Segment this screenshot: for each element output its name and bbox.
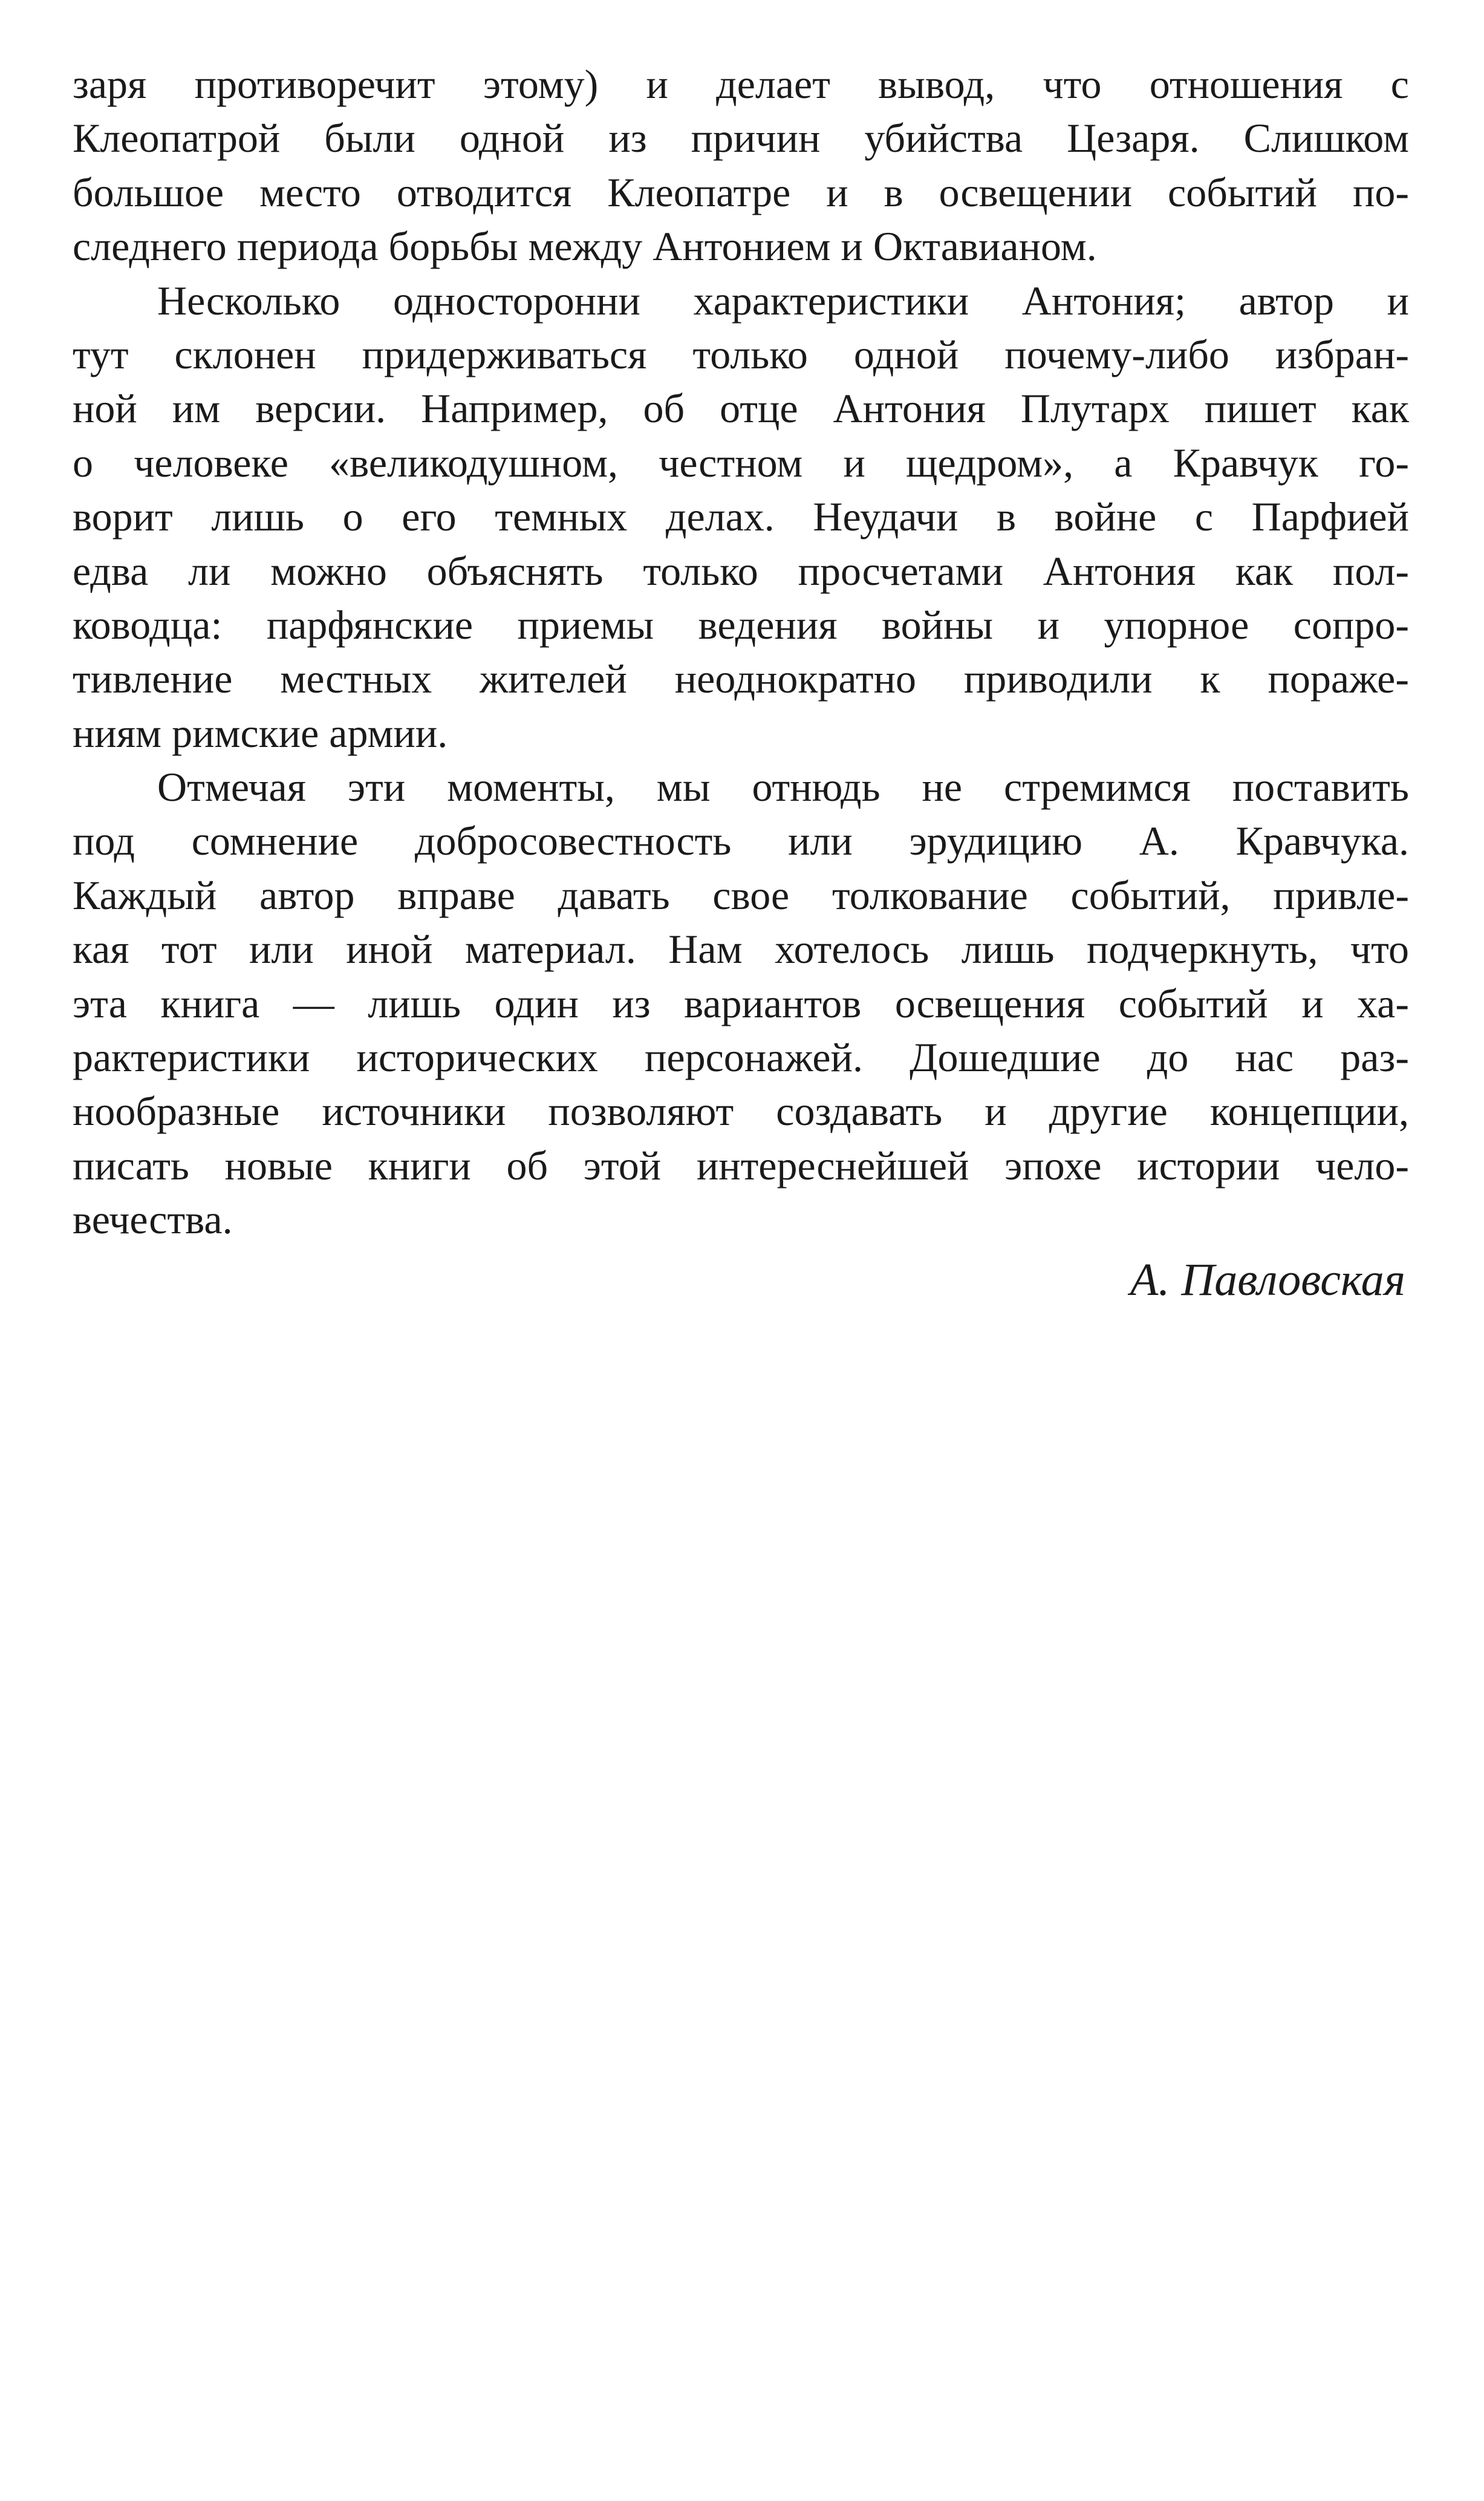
text-line: заря противоречит этому) и делает вывод, что отношения с <box>73 61 1409 107</box>
text-line: следнего периода борьбы между Антонием и Октавианом. <box>73 223 1097 270</box>
text-line: ководца: парфянские приемы ведения войны и упорное сопро- <box>73 601 1409 648</box>
text-line: нообразные источники позволяют создавать и другие концепции, <box>73 1088 1409 1135</box>
text-line: ной им версии. Например, об отце Антония Плутарх пишет как <box>73 385 1409 432</box>
document-page <box>73 57 1409 1310</box>
author-signature: А. Павловская <box>1130 1254 1405 1305</box>
text-line: большое место отводится Клеопатре и в освещении событий по- <box>73 169 1409 215</box>
text-line: вечества. <box>73 1196 233 1243</box>
text-line: Каждый автор вправе давать свое толкование событий, привле- <box>73 872 1409 918</box>
text-line: ниям римские армии. <box>73 709 448 756</box>
text-line: Несколько односторонни характеристики Антония; автор и <box>157 277 1409 324</box>
text-line: Клеопатрой были одной из причин убийства Цезаря. Слишком <box>73 115 1409 161</box>
text-line: рактеристики исторических персонажей. Дошедшие до нас раз- <box>73 1034 1409 1081</box>
paragraph-3 <box>73 760 1409 1247</box>
text-line: эта книга — лишь один из вариантов освещения событий и ха- <box>73 980 1409 1026</box>
text-line: тивление местных жителей неоднократно приводили к пораже- <box>73 656 1409 702</box>
text-line: кая тот или иной материал. Нам хотелось лишь подчеркнуть, что <box>73 926 1409 973</box>
text-line: едва ли можно объяснять только просчетами Антония как пол- <box>73 547 1409 594</box>
paragraph-1 <box>73 57 1409 274</box>
text-line: под сомнение добросовестность или эрудицию А. Кравчука. <box>73 818 1409 864</box>
text-line: ворит лишь о его темных делах. Неудачи в войне с Парфией <box>73 494 1409 540</box>
text-line: о человеке «великодушном, честном и щедром», а Кравчук го- <box>73 439 1409 486</box>
text-line: писать новые книги об этой интереснейшей эпохе истории чело- <box>73 1142 1409 1189</box>
paragraph-2 <box>73 274 1409 761</box>
text-line: тут склонен придерживаться только одной почему-либо избран- <box>73 331 1409 377</box>
text-line: Отмечая эти моменты, мы отнюдь не стремимся поставить <box>157 764 1409 810</box>
